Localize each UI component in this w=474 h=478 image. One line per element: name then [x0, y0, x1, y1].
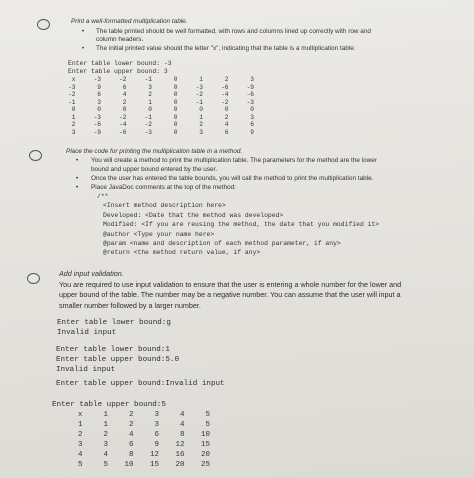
- s1-bullet1-line2: column headers.: [96, 36, 144, 43]
- table-cell: 5: [103, 461, 108, 469]
- table-cell: 9: [250, 128, 254, 136]
- bullet-icon: •: [82, 29, 85, 35]
- table-cell: 9: [97, 83, 101, 91]
- table-cell: 2: [199, 121, 203, 129]
- table-cell: 5: [205, 421, 210, 429]
- s2-bullet2: Once the user has entered the table bounds, you will call the method to print the multiplication table.: [91, 175, 374, 182]
- table-cell: 2: [71, 121, 76, 129]
- table-cell: 4: [179, 421, 185, 429]
- table-cell: 0: [71, 106, 76, 114]
- table-cell: 2: [122, 98, 127, 106]
- table-header-cell: 1: [199, 76, 203, 84]
- table-cell: 4: [77, 451, 83, 459]
- table-cell: 2: [224, 113, 229, 121]
- table-cell: 4: [128, 431, 134, 439]
- s1-bullet2: The initial printed value should the letter "x", indicating that the table is a multiplication table.: [96, 45, 356, 52]
- table-cell: 0: [173, 113, 178, 121]
- table-cell: -6: [119, 128, 127, 136]
- table-cell: 0: [173, 128, 178, 136]
- table-cell: 2: [77, 431, 83, 439]
- table-cell: 20: [175, 461, 185, 469]
- javadoc-line: @author <Type your name here>: [103, 230, 215, 238]
- table-cell: 6: [250, 121, 254, 129]
- table-cell: -9: [93, 128, 101, 136]
- console-line: Enter table lower bound:1: [56, 346, 170, 354]
- table-cell: 0: [173, 83, 178, 91]
- table-cell: 6: [122, 83, 127, 91]
- table-cell: -3: [144, 128, 152, 136]
- s3-paragraph-line: smaller number followed by a larger number.: [59, 300, 201, 310]
- table-cell: 10: [200, 431, 210, 439]
- table-cell: -6: [93, 121, 101, 129]
- table-cell: 25: [200, 461, 210, 469]
- bullet-icon: •: [76, 176, 79, 182]
- console-line: Invalid input: [57, 328, 117, 337]
- table-cell: 8: [128, 451, 134, 459]
- table-cell: -3: [93, 113, 101, 121]
- table-cell: 0: [173, 121, 178, 129]
- s3-paragraph-line: upper bound of the table. The number may be a negative number. You can assume that the user will input a: [59, 290, 401, 300]
- s1-bullet1-line1: The table printed should be well formatted, with rows and columns lined up correctly with row and: [96, 28, 371, 35]
- table-row: [57, 460, 210, 470]
- table-cell: -1: [68, 98, 76, 106]
- checkbox-circle-icon: [27, 273, 40, 284]
- javadoc-line: Developed: <Date that the method was developed>: [103, 211, 284, 219]
- bullet-icon: •: [76, 185, 79, 191]
- table-header-cell: x: [77, 411, 83, 419]
- checkbox-circle-icon: [37, 19, 50, 30]
- table-cell: 0: [224, 106, 229, 114]
- table-cell: 12: [175, 441, 185, 449]
- table-cell: 3: [97, 98, 101, 106]
- table-cell: 6: [154, 431, 159, 439]
- table-cell: 4: [103, 451, 108, 459]
- section3-title: Add input validation.: [59, 269, 124, 278]
- javadoc-line: /**: [97, 193, 109, 200]
- table-cell: -1: [144, 113, 152, 121]
- table-header-cell: 3: [154, 411, 159, 419]
- table-cell: 5: [77, 461, 83, 469]
- table-cell: -1: [195, 98, 203, 106]
- table-row: [50, 129, 254, 137]
- table-cell: 10: [124, 461, 134, 469]
- table-cell: 15: [200, 441, 210, 449]
- table-cell: 20: [200, 451, 210, 459]
- table-cell: 15: [149, 461, 159, 469]
- table-cell: 1: [77, 421, 83, 429]
- table-cell: 1: [199, 113, 203, 121]
- table-cell: -2: [221, 98, 229, 106]
- table-header-cell: 2: [128, 411, 134, 419]
- table-cell: 16: [175, 451, 185, 459]
- table-header-cell: x: [71, 76, 76, 84]
- table-cell: -3: [68, 83, 76, 91]
- s2-bullet1-line2: bound and upper bound entered by the user.: [91, 166, 218, 173]
- table-cell: 3: [250, 113, 254, 121]
- table-cell: 6: [128, 441, 134, 449]
- table-row: [57, 420, 210, 430]
- table-cell: 3: [148, 83, 152, 91]
- table-row: [57, 440, 210, 450]
- table-cell: 1: [103, 421, 108, 429]
- prompt-lower: Enter table lower bound: -3: [68, 60, 172, 67]
- table-row: [50, 76, 254, 84]
- table-header-cell: 2: [224, 76, 229, 84]
- table-cell: 9: [154, 441, 159, 449]
- table-cell: 3: [154, 421, 159, 429]
- table-row: [50, 106, 254, 114]
- table-header-cell: 0: [173, 76, 178, 84]
- table-cell: -9: [246, 83, 254, 91]
- table-cell: 2: [103, 431, 108, 439]
- table-row: [50, 114, 254, 122]
- table-cell: 0: [173, 91, 178, 99]
- table-cell: 0: [173, 106, 178, 114]
- example-3: [56, 380, 225, 390]
- table-cell: 0: [199, 106, 203, 114]
- table-cell: 8: [179, 431, 185, 439]
- table-header-cell: 1: [103, 411, 108, 419]
- table-cell: 4: [122, 91, 127, 99]
- table-header-cell: -2: [119, 76, 127, 84]
- table-cell: -4: [221, 91, 229, 99]
- table-cell: 4: [224, 121, 229, 129]
- table-cell: -3: [246, 98, 254, 106]
- example-2: [56, 346, 179, 375]
- prompt-upper: Enter table upper bound: 3: [68, 68, 168, 75]
- table-cell: 0: [122, 106, 127, 114]
- console-line: Invalid input: [56, 365, 116, 374]
- table-header-cell: -3: [93, 76, 101, 84]
- table-row: [57, 410, 210, 420]
- javadoc-template: [97, 192, 379, 258]
- table-cell: 0: [148, 106, 152, 114]
- console-line: Enter table upper bound:5: [52, 401, 166, 409]
- table-cell: 3: [71, 128, 76, 136]
- table-row: [50, 91, 254, 99]
- section1-title: Print a well-formatted multiplication table.: [71, 18, 188, 25]
- table-cell: 2: [148, 91, 152, 99]
- section2-title: Place the code for printing the multiplication table in a method.: [66, 148, 243, 155]
- table-cell: 0: [250, 106, 254, 114]
- table-cell: 1: [148, 98, 152, 106]
- table-cell: -6: [246, 91, 254, 99]
- table-cell: 0: [97, 106, 101, 114]
- javadoc-line: @return <the method return value, if any>: [103, 249, 261, 257]
- table-header-cell: -1: [144, 76, 152, 84]
- javadoc-line: <Insert method description here>: [103, 202, 226, 210]
- table-header-cell: 3: [250, 76, 254, 84]
- table-cell: -2: [68, 91, 76, 99]
- console-line: Enter table upper bound:5.0: [56, 355, 180, 364]
- table-cell: -2: [144, 121, 152, 129]
- table-cell: -3: [195, 83, 203, 91]
- table-header-cell: 4: [179, 411, 185, 419]
- console-line: Enter table upper bound:Invalid input: [56, 380, 225, 388]
- table-cell: 3: [77, 441, 83, 449]
- s3-paragraph: [59, 280, 401, 311]
- javadoc-line: @param <name and description of each method parameter, if any>: [103, 240, 341, 248]
- table-cell: 6: [97, 91, 101, 99]
- table-row: [57, 450, 210, 460]
- table-row: [50, 84, 254, 92]
- table-cell: -4: [119, 121, 127, 129]
- checkbox-circle-icon: [29, 150, 42, 161]
- example-1: [57, 319, 171, 339]
- javadoc-line: Modified: <If you are reusing the method, the date that you modified it>: [103, 221, 380, 229]
- s2-bullet1-line1: You will create a method to print the multiplication table. The parameters for the method are the lower: [91, 157, 377, 164]
- sample-table-2: [57, 410, 210, 470]
- s3-paragraph-line: You are required to use input validation to ensure that the user is entering a whole number for the lower and: [59, 280, 402, 289]
- table-cell: 0: [173, 98, 178, 106]
- console-line: Enter table lower bound:g: [57, 319, 171, 327]
- table-cell: 6: [224, 128, 229, 136]
- table-row: [57, 430, 210, 440]
- table-cell: 1: [71, 113, 76, 121]
- bullet-icon: •: [76, 158, 79, 164]
- table-row: [50, 99, 254, 107]
- bullet-icon: •: [82, 46, 85, 52]
- table-cell: 3: [103, 441, 108, 449]
- table-cell: -2: [195, 91, 203, 99]
- table-header-cell: 5: [205, 411, 210, 419]
- s2-bullet3: Place JavaDoc comments at the top of the method:: [91, 184, 236, 191]
- table-cell: 12: [149, 451, 159, 459]
- table-cell: 2: [128, 421, 134, 429]
- table-cell: 3: [199, 128, 203, 136]
- table-row: [50, 121, 254, 129]
- table-cell: -2: [119, 113, 127, 121]
- sample-table-1: [50, 76, 254, 136]
- table-cell: -6: [221, 83, 229, 91]
